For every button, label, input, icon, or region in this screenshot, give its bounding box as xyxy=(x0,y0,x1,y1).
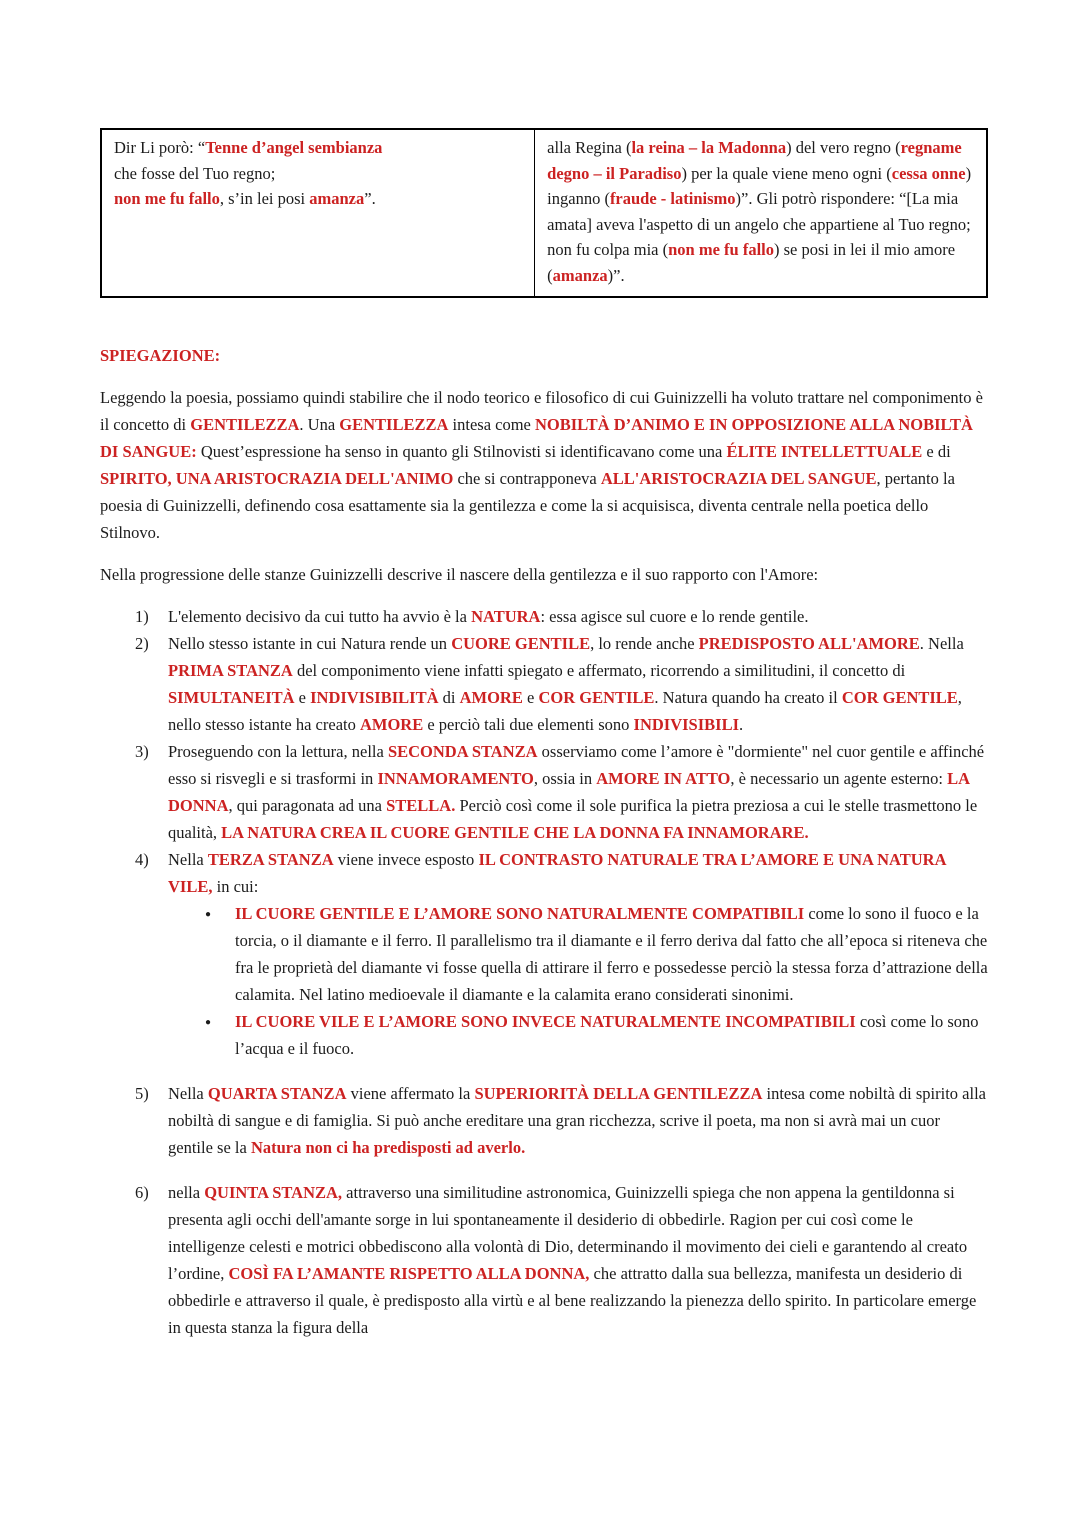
list-item-text: Proseguendo con la lettura, nella SECONDA STANZA osserviamo come l’amore è "dormiente" nel cuor gentile e affinché esso si risvegli e si trasformi in INNAMORAMENTO, ossia in AMORE IN ATTO, è necessario un agente esterno: LA DONNA, qui paragonata ad una STELLA. Perciò così come il sole purifica la pietra preziosa a cui le stelle trasmettono le qualità, LA NATURA CREA IL CUORE GENTILE CHE LA DONNA FA INNAMORARE. xyxy=(168,742,985,842)
poem-paraphrase-text: alla Regina (la reina – la Madonna) del vero regno (regname degno – il Paradiso) per la quale viene meno ogni (cessa onne) inganno (fraude - latinismo)”. Gli potrò rispondere: “[La mia amata] aveva l'aspetto di un angelo che appartiene al Tuo regno; non fu colpa mia (non me fu fallo) se posi in lei il mio amore (amanza)”. xyxy=(547,138,972,285)
list-item-intro: Nella TERZA STANZA viene invece esposto IL CONTRASTO NATURALE TRA L’AMORE E UNA NATURA VILE, in cui: xyxy=(168,850,946,896)
list-item-text: Nello stesso istante in cui Natura rende un CUORE GENTILE, lo rende anche PREDISPOSTO ALL'AMORE. Nella PRIMA STANZA del componimento viene infatti spiegato e affermato, ricorrendo a similitudini, il concetto di SIMULTANEITÀ e INDIVISIBILITÀ di AMORE e COR GENTILE. Natura quando ha creato il COR GENTILE, nello stesso istante ha creato AMORE e perciò tali due elementi sono INDIVISIBILI. xyxy=(168,634,964,734)
list-item-number: 3) xyxy=(135,742,149,761)
list-item-4 xyxy=(135,846,988,1062)
list-item-6 xyxy=(135,1179,988,1341)
bullet-list xyxy=(168,900,988,1062)
bullet-icon: ● xyxy=(205,1017,212,1028)
poem-line: Dir Li porò: “Tenne d’angel sembianza xyxy=(114,138,383,157)
intro-paragraph: Leggendo la poesia, possiamo quindi stabilire che il nodo teorico e filosofico di cui Guinizzelli ha voluto trattare nel componimento è il concetto di GENTILEZZA. Una GENTILEZZA intesa come NOBILTÀ D’ANIMO E IN OPPOSIZIONE ALLA NOBILTÀ DI SANGUE: Quest’espressione ha senso in quanto gli Stilnovisti si identificavano come una ÉLITE INTELLETTUALE e di SPIRITO, UNA ARISTOCRAZIA DELL'ANIMO che si contrapponeva ALL'ARISTOCRAZIA DEL SANGUE, pertanto la poesia di Guinizzelli, definendo cosa esattamente sia la gentilezza e come la si acquisisca, diventa centrale nella poetica dello Stilnovo. xyxy=(100,388,983,542)
bullet-icon: ● xyxy=(205,909,212,920)
poem-line: che fosse del Tuo regno; xyxy=(114,163,276,183)
spiegazione-heading: SPIEGAZIONE: xyxy=(100,346,221,365)
bullet-item xyxy=(205,1008,988,1062)
bullet-item xyxy=(205,900,988,1008)
poem-line: non me fu fallo, s’in lei posi amanza”. xyxy=(114,189,376,208)
list-item-number: 5) xyxy=(135,1084,149,1103)
list-item-number: 6) xyxy=(135,1183,149,1202)
list-item-1 xyxy=(135,603,988,630)
poem-paraphrase-cell xyxy=(535,130,986,296)
poem-original-cell xyxy=(102,130,535,296)
list-item-5 xyxy=(135,1080,988,1161)
poem-table xyxy=(100,128,988,298)
stanza-list xyxy=(100,603,988,1341)
list-item-text xyxy=(168,846,988,1062)
bullet-text: IL CUORE GENTILE E L’AMORE SONO NATURALMENTE COMPATIBILI come lo sono il fuoco e la torcia, o il diamante e il ferro. Il parallelismo tra il diamante e il ferro deriva dal fatto che all’epoca si riteneva che fra le proprietà del diamante vi fosse quella di attirare il ferro e possedesse perciò la stessa forza d’attrazione della calamita. Nel latino medioevale il diamante e la calamita erano considerati sinonimi. xyxy=(235,904,988,1004)
list-item-3 xyxy=(135,738,988,846)
list-item-text: nella QUINTA STANZA, attraverso una similitudine astronomica, Guinizzelli spiega che non appena la gentildonna si presenta agli occhi dell'amante sorge in lui spontaneamente il desiderio di obbedirle. Ragion per cui così come le intelligenze celesti e motrici obbediscono alla volontà di Dio, determinando il movimento dei cieli e garantendo al creato l’ordine, COSÌ FA L’AMANTE RISPETTO ALLA DONNA, che attratto dalla sua bellezza, manifesta un desiderio di obbedirle e attraverso il quale, è predisposto alla virtù e al bene realizzando la pienezza dello spirito. In particolare emerge in questa stanza la figura della xyxy=(168,1183,977,1337)
list-item-text: Nella QUARTA STANZA viene affermato la SUPERIORITÀ DELLA GENTILEZZA intesa come nobiltà di spirito alla nobiltà di sangue e di famiglia. Si può anche ereditare una gran ricchezza, scrive il poeta, ma non si avrà mai un cuor gentile se la Natura non ci ha predisposti ad averlo. xyxy=(168,1084,986,1157)
progression-paragraph: Nella progressione delle stanze Guinizzelli descrive il nascere della gentilezza e il suo rapporto con l'Amore: xyxy=(100,565,819,584)
document-content xyxy=(100,128,988,1341)
list-item-number: 4) xyxy=(135,850,149,869)
bullet-text: IL CUORE VILE E L’AMORE SONO INVECE NATURALMENTE INCOMPATIBILI così come lo sono l’acqua e il fuoco. xyxy=(235,1012,979,1058)
list-item-text: L'elemento decisivo da cui tutto ha avvio è la NATURA: essa agisce sul cuore e lo rende gentile. xyxy=(168,607,809,626)
list-item-2 xyxy=(135,630,988,738)
list-item-number: 2) xyxy=(135,634,149,653)
list-item-number: 1) xyxy=(135,607,149,626)
